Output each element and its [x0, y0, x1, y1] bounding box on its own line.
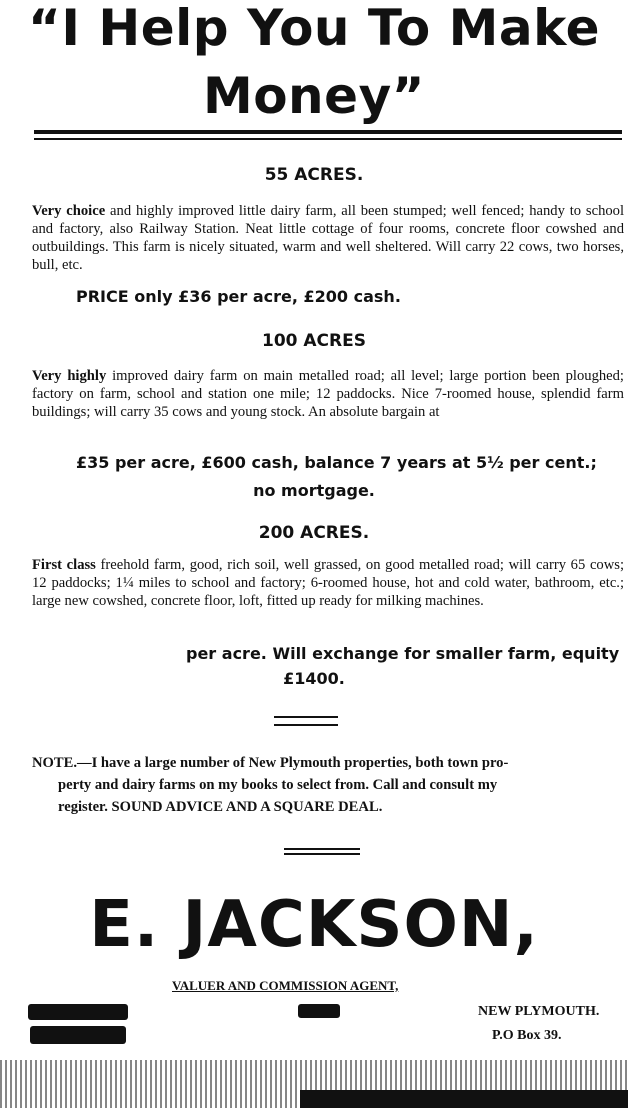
headline-line-1: “I Help You To Make	[28, 0, 600, 57]
section-heading-200-acres: 200 ACRES.	[258, 523, 370, 543]
section-text: and highly improved little dairy farm, all been stumped; well fenced; handy to school and factory, also Railway Station. Neat little cottage of four rooms, concrete floor cowshed and outbuildings. This farm is nicely situated, warm and well sheltered. Will carry 22 cows, two horses, bull, etc.	[32, 203, 625, 273]
section-body-100-acres	[32, 367, 624, 421]
price-200-acres-line-2: £1400.	[283, 669, 345, 688]
note-line-3: register. SOUND ADVICE AND A SQUARE DEAL.	[58, 799, 383, 815]
agent-title: VALUER AND COMMISSION AGENT,	[172, 978, 399, 993]
ink-blot	[298, 1004, 340, 1018]
ink-blot	[30, 1026, 126, 1044]
section-text: improved dairy farm on main metalled road; all level; large portion been ploughed; factory on farm, school and station one mile; 12 paddocks. Nice 7-roomed house, splendid farm buildings; will carry 35 cows and young stock. An absolute bargain at	[32, 368, 624, 420]
section-heading-100-acres: 100 ACRES	[262, 331, 366, 351]
note-paragraph	[32, 752, 624, 818]
agent-city: NEW PLYMOUTH.	[478, 1004, 600, 1019]
section-text: freehold farm, good, rich soil, well grassed, on good metalled road; will carry 65 cows; 12 paddocks; 1¼ miles to school and factory; 6-roomed house, hot and cold water, bathroom, etc.; large new cowshed, concrete floor, loft, fitted up ready for milking machines.	[32, 557, 624, 609]
note-line-2: perty and dairy farms on my books to select from. Call and consult my	[58, 777, 498, 793]
section-body-200-acres	[32, 556, 624, 610]
price-200-acres: per acre. Will exchange for smaller farm, equity	[186, 644, 620, 663]
note-line-1: NOTE.—I have a large number of New Plymouth properties, both town pro-	[32, 755, 509, 771]
divider-rule-thin	[34, 138, 622, 140]
section-lead: Very choice	[32, 203, 106, 219]
ink-blot	[28, 1004, 128, 1020]
ornament-divider	[274, 716, 338, 726]
section-heading-55-acres: 55 ACRES.	[264, 165, 364, 185]
price-100-acres-line-2: no mortgage.	[253, 481, 375, 500]
agent-name: E. JACKSON,	[89, 888, 539, 962]
page-edge-shadow	[300, 1090, 628, 1108]
agent-po-box: P.O Box 39.	[492, 1028, 562, 1043]
section-body-55-acres	[32, 202, 624, 274]
headline-line-2: Money”	[202, 67, 426, 125]
divider-rule	[34, 130, 622, 134]
ornament-divider-2	[284, 848, 360, 855]
section-lead: First class	[32, 557, 96, 573]
price-55-acres: PRICE only £36 per acre, £200 cash.	[76, 287, 401, 306]
section-lead: Very highly	[32, 368, 107, 384]
price-100-acres: £35 per acre, £600 cash, balance 7 years at 5½ per cent.;	[76, 453, 597, 472]
